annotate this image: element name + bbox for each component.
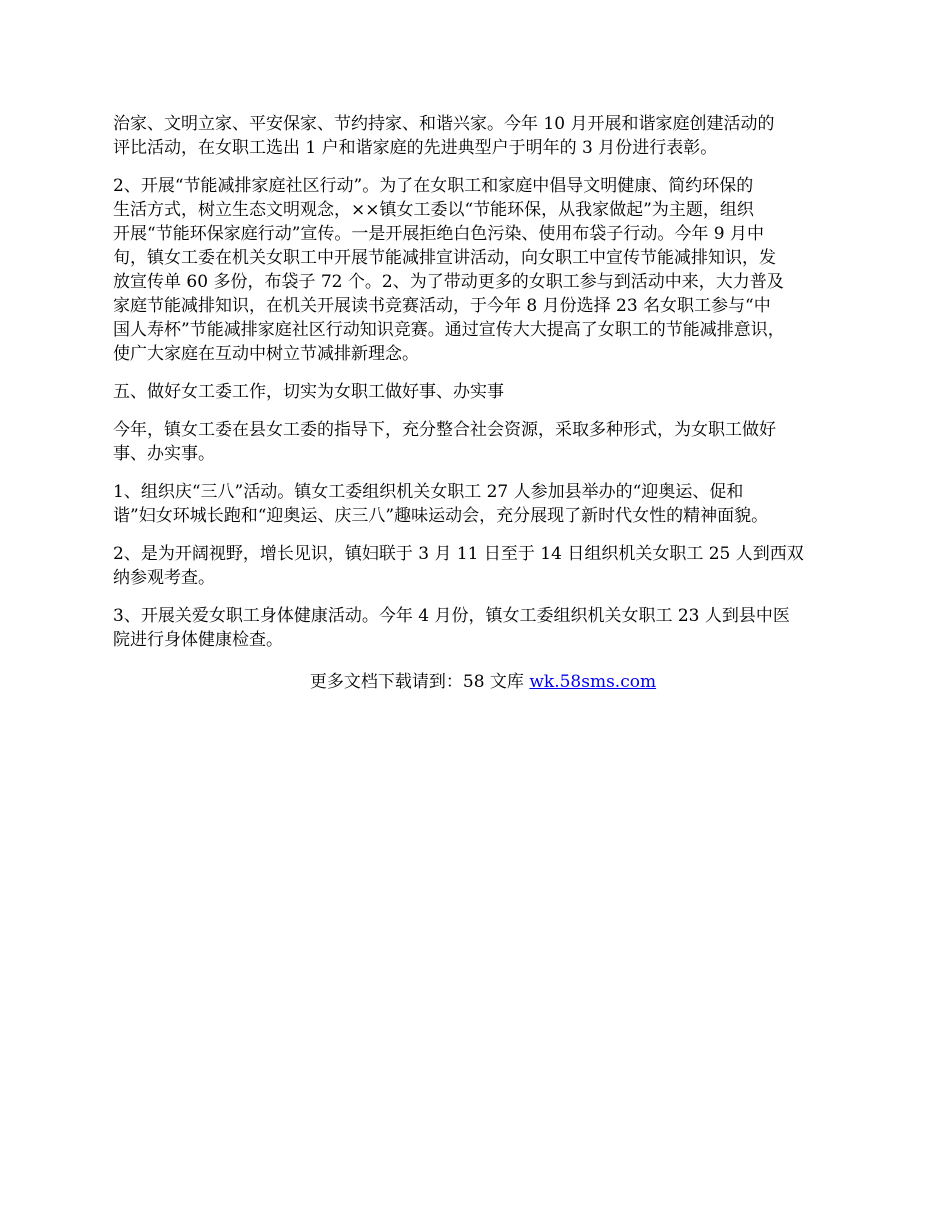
text-line: 开展“节能环保家庭行动”宣传。一是开展拒绝白色污染、使用布袋子行动。今年 9 月中 xyxy=(113,224,765,244)
text-line: 2、开展“节能减排家庭社区行动”。为了在女职工和家庭中倡导文明健康、简约环保的 xyxy=(113,176,754,196)
paragraph-health-check xyxy=(113,604,853,652)
text-line: 院进行身体健康检查。 xyxy=(113,630,283,650)
footer-link[interactable]: wk.58sms.com xyxy=(529,672,657,692)
text-line: 治家、文明立家、平安保家、节约持家、和谐兴家。今年 10 月开展和谐家庭创建活动的 xyxy=(113,114,775,134)
text-line: 评比活动，在女职工选出 1 户和谐家庭的先进典型户于明年的 3 月份进行表彰。 xyxy=(113,138,718,158)
paragraph-family-creation xyxy=(113,112,853,160)
text-line: 家庭节能减排知识，在机关开展读书竞赛活动，于今年 8 月份选择 23 名女职工参与“中 xyxy=(113,296,771,316)
text-line: 放宣传单 60 多份，布袋子 72 个。2、为了带动更多的女职工参与到活动中来，大力普及 xyxy=(113,272,784,292)
text-line: 今年，镇女工委在县女工委的指导下，充分整合社会资源，采取多种形式，为女职工做好 xyxy=(113,420,776,440)
text-line: 谐”妇女环城长跑和“迎奥运、庆三八”趣味运动会，充分展现了新时代女性的精神面貌。 xyxy=(113,506,769,526)
text-line: 五、做好女工委工作，切实为女职工做好事、办实事 xyxy=(113,382,504,402)
text-line: 旬，镇女工委在机关女职工中开展节能减排宣讲活动，向女职工中宣传节能减排知识，发 xyxy=(113,248,776,268)
paragraph-energy-saving-action xyxy=(113,174,853,366)
footer-download-note xyxy=(113,670,853,694)
text-line: 1、组织庆“三八”活动。镇女工委组织机关女职工 27 人参加县举办的“迎奥运、促和 xyxy=(113,482,744,502)
document-body xyxy=(113,112,853,694)
paragraph-field-trip xyxy=(113,542,853,590)
section-heading xyxy=(113,380,853,404)
text-line: 2、是为开阔视野，增长见识，镇妇联于 3 月 11 日至于 14 日组织机关女职工 25 人到西双 xyxy=(113,544,804,564)
text-line: 3、开展关爱女职工身体健康活动。今年 4 月份，镇女工委组织机关女职工 23 人到县中医 xyxy=(113,606,790,626)
footer-prefix: 更多文档下载请到：58 文库 xyxy=(309,672,530,692)
text-line: 生活方式，树立生态文明观念，××镇女工委以“节能环保，从我家做起”为主题，组织 xyxy=(113,200,754,220)
text-line: 使广大家庭在互动中树立节减排新理念。 xyxy=(113,344,419,364)
paragraph-intro xyxy=(113,418,853,466)
text-line: 国人寿杯”节能减排家庭社区行动知识竞赛。通过宣传大大提高了女职工的节能减排意识， xyxy=(113,320,785,340)
text-line: 事、办实事。 xyxy=(113,444,215,464)
paragraph-womens-day xyxy=(113,480,853,528)
text-line: 纳参观考查。 xyxy=(113,568,215,588)
